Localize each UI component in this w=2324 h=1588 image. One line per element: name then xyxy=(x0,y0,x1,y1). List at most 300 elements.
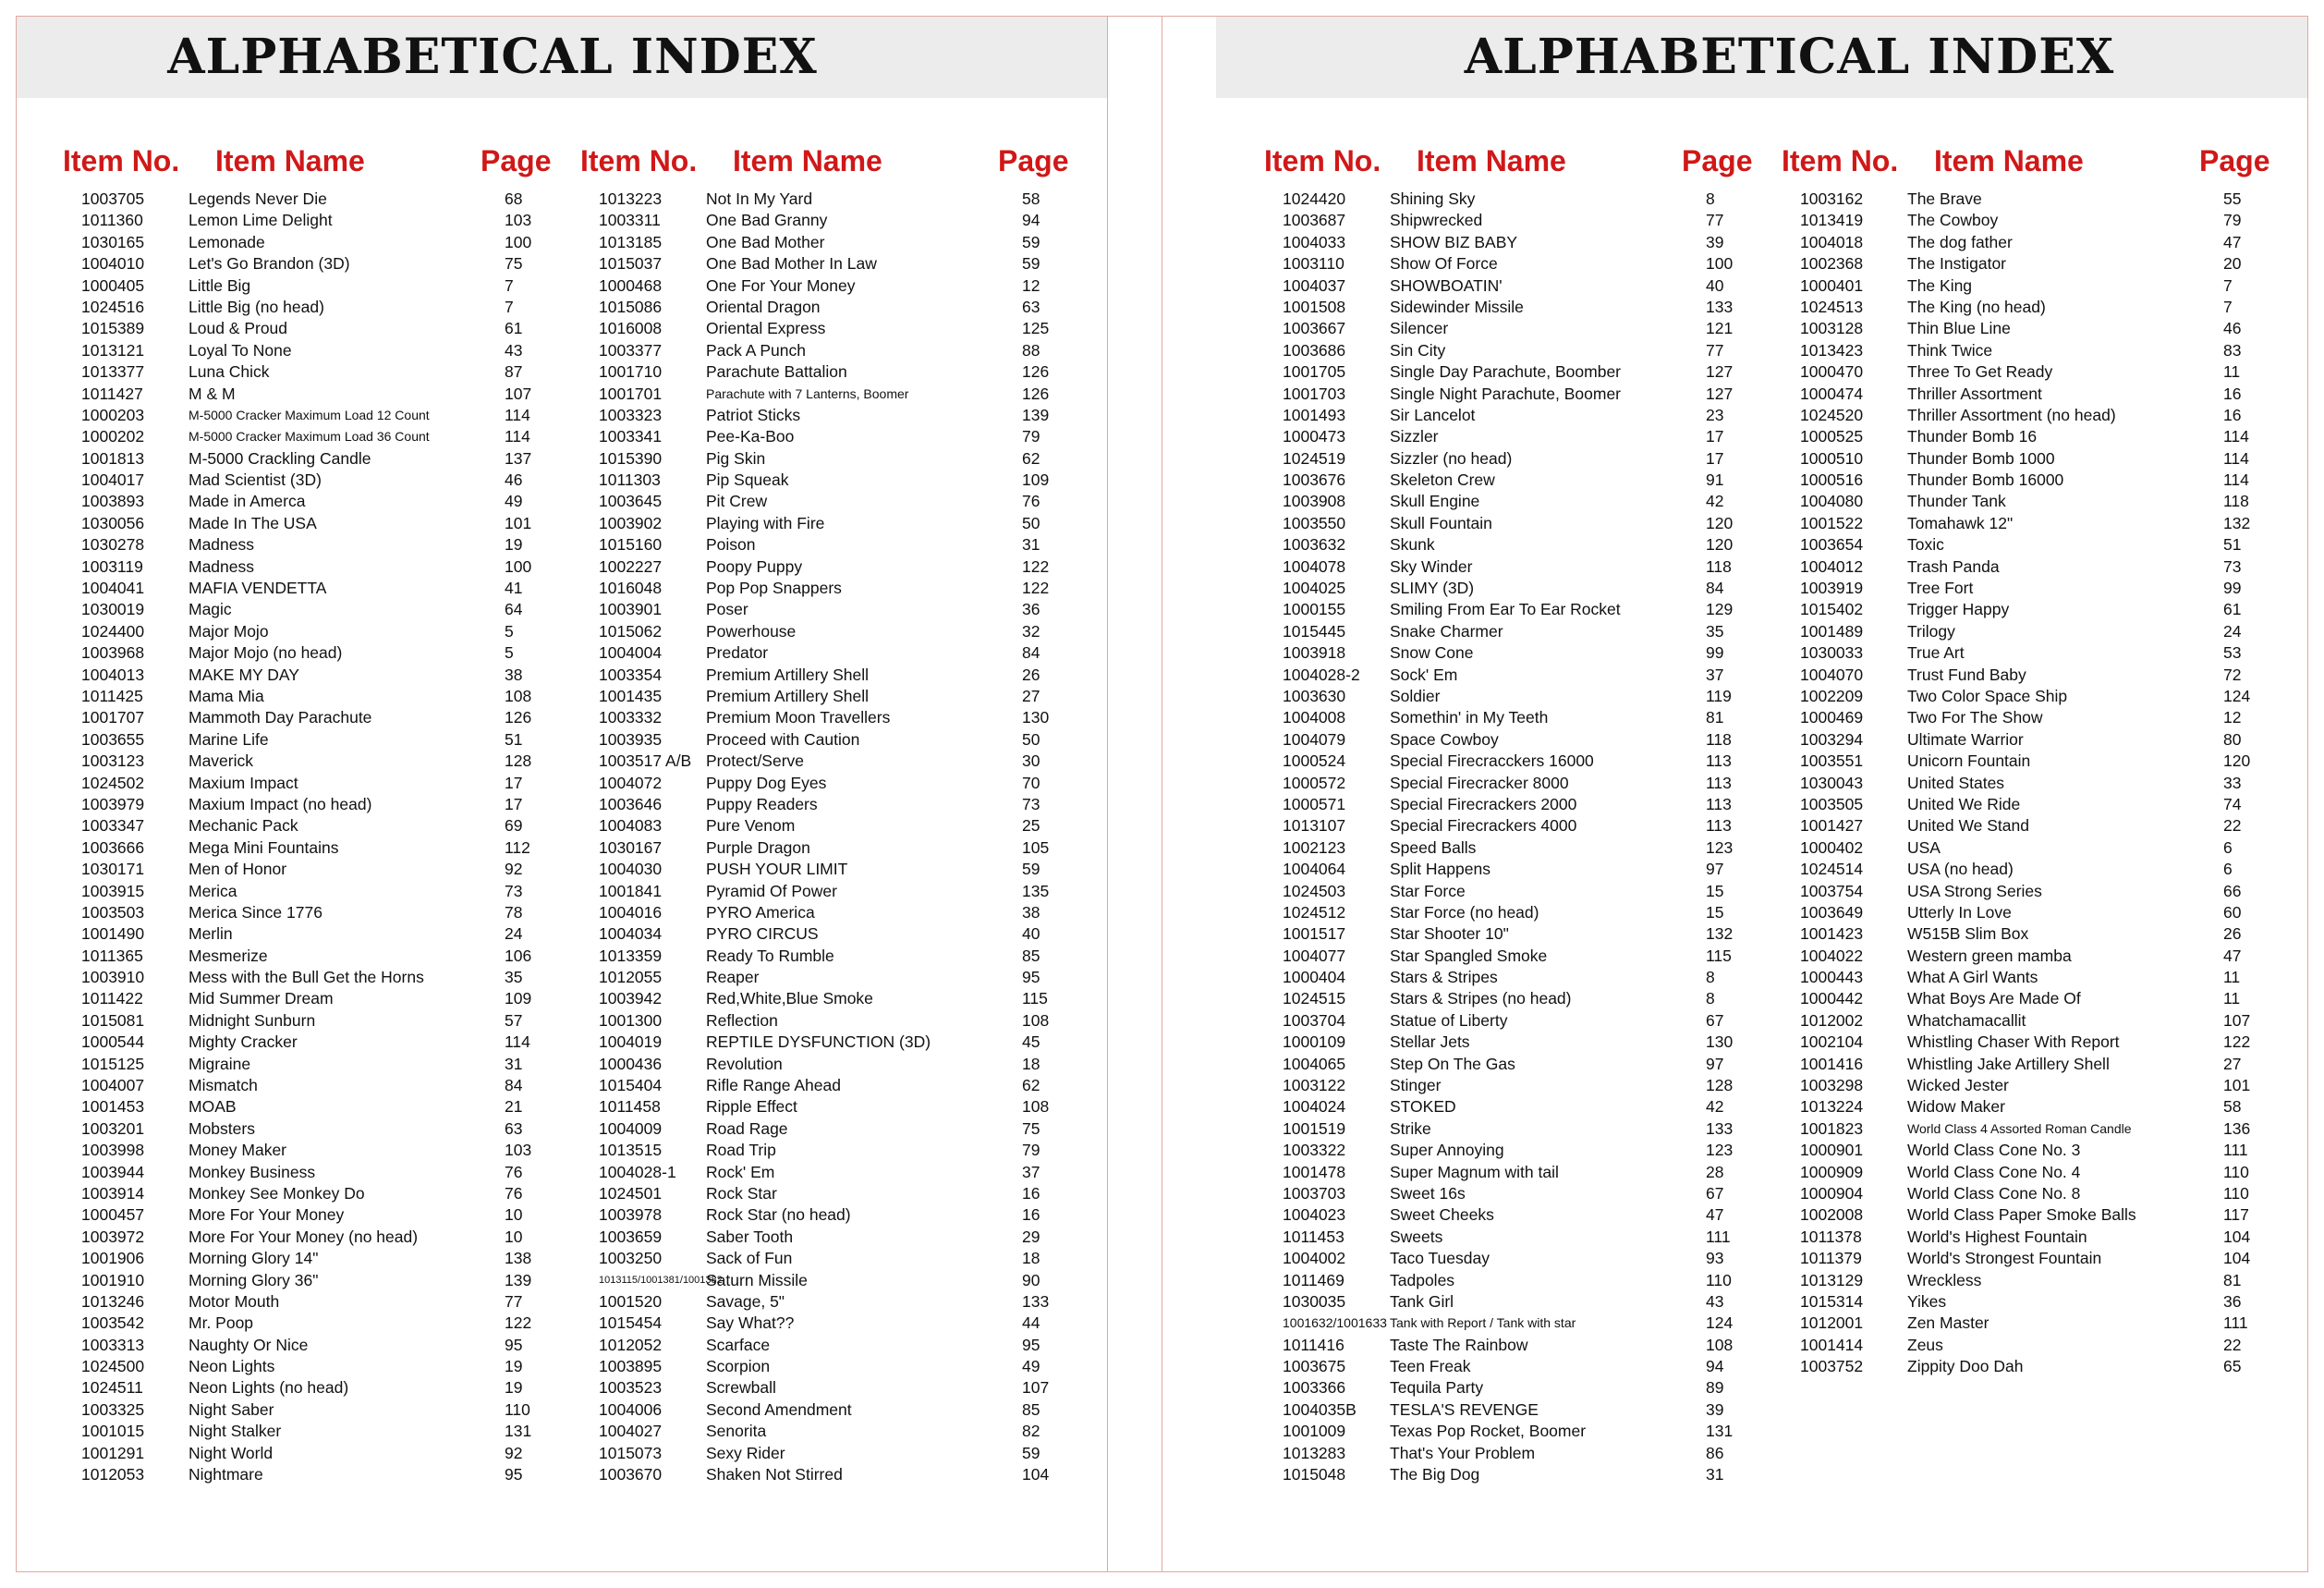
item-name: One For Your Money xyxy=(706,275,856,295)
item-name: Proceed with Caution xyxy=(706,729,860,749)
item-number: 1003377 xyxy=(599,340,663,360)
item-number: 1000155 xyxy=(1283,600,1346,619)
item-number: 1003347 xyxy=(81,816,145,836)
left-title-banner xyxy=(17,17,1107,98)
page-number: 86 xyxy=(1706,1443,1724,1462)
item-number: 1011360 xyxy=(81,211,143,230)
item-name: Saturn Missile xyxy=(706,1270,808,1289)
item-number: 1024512 xyxy=(1283,902,1346,922)
item-name: Mismatch xyxy=(189,1076,258,1095)
item-number: 1003998 xyxy=(81,1141,145,1160)
item-name: Pyramid Of Power xyxy=(706,881,837,900)
header-page: Page xyxy=(998,144,1069,177)
item-number: 1004023 xyxy=(1283,1205,1346,1225)
item-number: 1001423 xyxy=(1800,924,1864,944)
page-number: 108 xyxy=(1022,1097,1050,1117)
page-number: 68 xyxy=(505,189,523,208)
page-number: 24 xyxy=(2223,621,2242,641)
page-number: 85 xyxy=(1022,946,1040,965)
page-number: 18 xyxy=(1022,1054,1040,1073)
item-number: 1011427 xyxy=(81,384,143,403)
item-number: 1004024 xyxy=(1283,1097,1346,1117)
item-name: M-5000 Cracker Maximum Load 36 Count xyxy=(189,429,430,445)
item-number: 1003311 xyxy=(599,211,661,230)
item-name: Thunder Bomb 1000 xyxy=(1907,448,2055,468)
page-number: 114 xyxy=(505,427,530,446)
item-number: 1015389 xyxy=(81,319,145,338)
item-name: Maxium Impact (no head) xyxy=(189,794,372,813)
item-name: Scarface xyxy=(706,1335,771,1354)
item-name: Whatchamacallit xyxy=(1907,1010,2026,1030)
item-number: 1011469 xyxy=(1283,1270,1345,1289)
page-number: 19 xyxy=(505,1357,523,1376)
item-number: 1003944 xyxy=(81,1162,145,1181)
page-number: 12 xyxy=(2223,708,2242,727)
item-number: 1001519 xyxy=(1283,1118,1346,1138)
page-number: 120 xyxy=(1706,535,1734,555)
item-number: 1004007 xyxy=(81,1076,145,1095)
item-number: 1000473 xyxy=(1283,427,1346,446)
page-number: 101 xyxy=(2223,1076,2251,1095)
item-number: 1001493 xyxy=(1283,405,1346,424)
page-number: 114 xyxy=(2223,448,2249,468)
page-number: 46 xyxy=(2223,319,2242,338)
item-number: 1004079 xyxy=(1283,729,1346,749)
item-number: 1004034 xyxy=(599,924,663,944)
item-number: 1003250 xyxy=(599,1249,663,1268)
item-name: Sexy Rider xyxy=(706,1443,785,1462)
page-number: 118 xyxy=(2223,492,2249,511)
header-page: Page xyxy=(481,144,552,177)
item-name: Sizzler (no head) xyxy=(1390,448,1513,468)
item-number: 1013283 xyxy=(1283,1443,1346,1462)
item-name: Road Rage xyxy=(706,1118,788,1138)
page-number: 10 xyxy=(505,1205,523,1225)
page-number: 18 xyxy=(1022,1249,1040,1268)
item-name: Zippity Doo Dah xyxy=(1907,1357,2024,1376)
item-name: USA (no head) xyxy=(1907,860,2014,879)
page-number: 114 xyxy=(2223,427,2249,446)
page-number: 47 xyxy=(1706,1205,1724,1225)
page-number: 40 xyxy=(1706,275,1724,295)
item-number: 1030167 xyxy=(599,837,663,857)
item-number: 1001416 xyxy=(1800,1054,1864,1073)
item-number: 1000909 xyxy=(1800,1162,1864,1181)
item-number: 1013246 xyxy=(81,1291,145,1311)
item-name: Mega Mini Fountains xyxy=(189,837,339,857)
page-number: 36 xyxy=(2223,1291,2242,1311)
page-number: 129 xyxy=(1706,600,1734,619)
item-name: Mid Summer Dream xyxy=(189,989,334,1008)
page-number: 108 xyxy=(505,686,532,705)
item-number: 1000474 xyxy=(1800,384,1864,403)
item-number: 1003542 xyxy=(81,1313,145,1333)
item-number: 1004077 xyxy=(1283,946,1346,965)
page-number: 77 xyxy=(505,1291,523,1311)
item-number: 1004064 xyxy=(1283,860,1346,879)
item-name: Thunder Bomb 16000 xyxy=(1907,470,2064,490)
item-number: 1000457 xyxy=(81,1205,145,1225)
page-number: 107 xyxy=(2223,1010,2251,1030)
item-name: That's Your Problem xyxy=(1390,1443,1536,1462)
item-name: Mr. Poop xyxy=(189,1313,254,1333)
page-number: 30 xyxy=(1022,751,1040,771)
page-number: 7 xyxy=(505,297,514,316)
item-number: 1015402 xyxy=(1800,600,1864,619)
item-name: Mad Scientist (3D) xyxy=(189,470,322,490)
item-name: Snow Cone xyxy=(1390,643,1474,663)
item-name: Reaper xyxy=(706,968,760,987)
item-name: Taco Tuesday xyxy=(1390,1249,1490,1268)
item-number: 1030035 xyxy=(1283,1291,1346,1311)
page-number: 84 xyxy=(505,1076,523,1095)
item-name: MOAB xyxy=(189,1097,237,1117)
item-number: 1000203 xyxy=(81,405,145,424)
page-number: 119 xyxy=(1706,686,1732,705)
item-number: 1000572 xyxy=(1283,773,1346,792)
item-name: Puppy Dog Eyes xyxy=(706,773,827,792)
item-number: 1003128 xyxy=(1800,319,1864,338)
page-number: 107 xyxy=(505,384,532,403)
page-number: 133 xyxy=(1706,297,1734,316)
item-number: 1003322 xyxy=(1283,1141,1346,1160)
item-name: Senorita xyxy=(706,1422,767,1441)
item-number: 1013185 xyxy=(599,232,663,251)
item-name: Premium Moon Travellers xyxy=(706,708,891,727)
page-number: 67 xyxy=(1706,1010,1724,1030)
item-number: 1003670 xyxy=(599,1465,663,1484)
item-number: 1004022 xyxy=(1800,946,1864,965)
page-number: 65 xyxy=(2223,1357,2242,1376)
page-number: 121 xyxy=(1706,319,1734,338)
item-name: M-5000 Crackling Candle xyxy=(189,448,371,468)
page-number: 36 xyxy=(1022,600,1040,619)
item-name: The King (no head) xyxy=(1907,297,2046,316)
item-number: 1003754 xyxy=(1800,881,1864,900)
item-name: Pure Venom xyxy=(706,816,796,836)
item-number: 1004019 xyxy=(599,1032,663,1052)
item-number: 1015037 xyxy=(599,254,663,274)
page-number: 113 xyxy=(1706,794,1732,813)
item-name: Sweet 16s xyxy=(1390,1183,1466,1203)
item-number: 1003123 xyxy=(81,751,145,771)
item-name: World Class Cone No. 8 xyxy=(1907,1183,2081,1203)
item-number: 1001632/1001633 xyxy=(1283,1315,1387,1331)
item-number: 1015160 xyxy=(599,535,663,555)
item-name: Predator xyxy=(706,643,769,663)
item-number: 1024513 xyxy=(1800,297,1864,316)
item-number: 1024503 xyxy=(1283,881,1346,900)
item-name: Screwball xyxy=(706,1378,776,1398)
item-name: Special Firecracker 8000 xyxy=(1390,773,1569,792)
item-name: Maverick xyxy=(189,751,254,771)
item-number: 1013224 xyxy=(1800,1097,1864,1117)
item-name: Statue of Liberty xyxy=(1390,1010,1508,1030)
item-name: W515B Slim Box xyxy=(1907,924,2029,944)
item-name: Trilogy xyxy=(1907,621,1955,641)
item-name: Wreckless xyxy=(1907,1270,1982,1289)
item-number: 1000901 xyxy=(1800,1141,1864,1160)
item-number: 1011379 xyxy=(1800,1249,1862,1268)
item-name: MAKE MY DAY xyxy=(189,665,299,684)
page-number: 35 xyxy=(505,968,523,987)
page-number: 94 xyxy=(1706,1357,1724,1376)
item-name: Mesmerize xyxy=(189,946,268,965)
page-number: 95 xyxy=(1022,968,1040,987)
page-number: 125 xyxy=(1022,319,1050,338)
page-number: 33 xyxy=(2223,773,2242,792)
item-number: 1001414 xyxy=(1800,1335,1864,1354)
item-name: Sweet Cheeks xyxy=(1390,1205,1494,1225)
item-number: 1030043 xyxy=(1800,773,1864,792)
item-name: Zen Master xyxy=(1907,1313,1989,1333)
item-number: 1003942 xyxy=(599,989,663,1008)
item-name: Merica xyxy=(189,881,237,900)
item-name: The Instigator xyxy=(1907,254,2006,274)
item-number: 1015048 xyxy=(1283,1465,1346,1484)
item-name: Men of Honor xyxy=(189,860,287,879)
item-number: 1003503 xyxy=(81,902,145,922)
item-number: 1002104 xyxy=(1800,1032,1864,1052)
page-number: 23 xyxy=(1706,405,1724,424)
page-number: 92 xyxy=(505,860,523,879)
page-number: 128 xyxy=(505,751,532,771)
item-number: 1003893 xyxy=(81,492,145,511)
item-number: 1000571 xyxy=(1283,794,1346,813)
item-number: 1003675 xyxy=(1283,1357,1346,1376)
page-number: 76 xyxy=(1022,492,1040,511)
item-name: Skunk xyxy=(1390,535,1435,555)
page-number: 105 xyxy=(1022,837,1050,857)
item-number: 1003686 xyxy=(1283,340,1346,360)
page-number: 109 xyxy=(505,989,532,1008)
item-name: One Bad Mother xyxy=(706,232,825,251)
item-number: 1004080 xyxy=(1800,492,1864,511)
item-name: Star Spangled Smoke xyxy=(1390,946,1548,965)
item-name: Star Force (no head) xyxy=(1390,902,1539,922)
item-number: 1001710 xyxy=(599,362,663,382)
item-number: 1004016 xyxy=(599,902,663,922)
item-name: Tadpoles xyxy=(1390,1270,1455,1289)
item-number: 1001703 xyxy=(1283,384,1346,403)
item-name: Wicked Jester xyxy=(1907,1076,2009,1095)
page-number: 6 xyxy=(2223,837,2233,857)
item-name: Snake Charmer xyxy=(1390,621,1503,641)
item-name: Parachute Battalion xyxy=(706,362,847,382)
item-name: Oriental Dragon xyxy=(706,297,821,316)
page-number: 122 xyxy=(1022,579,1050,598)
item-number: 1004004 xyxy=(599,643,663,663)
item-number: 1024519 xyxy=(1283,448,1346,468)
item-number: 1012053 xyxy=(81,1465,145,1484)
item-name: Show Of Force xyxy=(1390,254,1498,274)
page-number: 37 xyxy=(1022,1162,1040,1181)
left-page-title: ALPHABETICAL INDEX xyxy=(167,29,818,85)
item-name: Mammoth Day Parachute xyxy=(189,708,372,727)
item-name: Utterly In Love xyxy=(1907,902,2012,922)
item-number: 1001520 xyxy=(599,1291,663,1311)
page-number: 29 xyxy=(1022,1227,1040,1246)
item-name: USA Strong Series xyxy=(1907,881,2042,900)
item-name: True Art xyxy=(1907,643,1965,663)
page-number: 94 xyxy=(1022,211,1040,230)
item-number: 1001490 xyxy=(81,924,145,944)
page-number: 8 xyxy=(1706,968,1715,987)
page-number: 12 xyxy=(1022,275,1040,295)
item-name: PUSH YOUR LIMIT xyxy=(706,860,848,879)
item-number: 1003517 A/B xyxy=(599,751,692,771)
item-name: Skull Engine xyxy=(1390,492,1480,511)
item-number: 1003914 xyxy=(81,1183,145,1203)
page-number: 19 xyxy=(505,535,523,555)
item-name: The Cowboy xyxy=(1907,211,1999,230)
item-number: 1003895 xyxy=(599,1357,663,1376)
page-number: 93 xyxy=(1706,1249,1724,1268)
page-number: 63 xyxy=(505,1118,523,1138)
page-number: 77 xyxy=(1706,340,1724,360)
page-number: 127 xyxy=(1706,362,1734,382)
item-number: 1001841 xyxy=(599,881,663,900)
page-number: 11 xyxy=(2223,989,2241,1008)
page-number: 53 xyxy=(2223,643,2242,663)
item-name: SHOWBOATIN' xyxy=(1390,275,1503,295)
item-number: 1001813 xyxy=(81,448,145,468)
item-number: 1003667 xyxy=(1283,319,1346,338)
item-name: Lemon Lime Delight xyxy=(189,211,333,230)
item-name: Money Maker xyxy=(189,1141,287,1160)
item-name: Pop Pop Snappers xyxy=(706,579,842,598)
item-name: Sweets xyxy=(1390,1227,1443,1246)
page-number: 62 xyxy=(1022,1076,1040,1095)
item-name: Merlin xyxy=(189,924,233,944)
item-name: Merica Since 1776 xyxy=(189,902,322,922)
item-number: 1030056 xyxy=(81,513,145,532)
item-name: Strike xyxy=(1390,1118,1431,1138)
item-number: 1002209 xyxy=(1800,686,1864,705)
item-number: 1000524 xyxy=(1283,751,1346,771)
item-name: Stinger xyxy=(1390,1076,1442,1095)
item-name: Puppy Readers xyxy=(706,794,818,813)
item-number: 1003752 xyxy=(1800,1357,1864,1376)
item-number: 1001823 xyxy=(1800,1118,1864,1138)
page-number: 135 xyxy=(1022,881,1050,900)
item-number: 1001300 xyxy=(599,1010,663,1030)
item-number: 1000109 xyxy=(1283,1032,1346,1052)
page-number: 38 xyxy=(505,665,523,684)
page-number: 59 xyxy=(1022,860,1040,879)
item-number: 1001906 xyxy=(81,1249,145,1268)
item-name: Thriller Assortment xyxy=(1907,384,2042,403)
page-number: 95 xyxy=(505,1335,523,1354)
page-number: 8 xyxy=(1706,989,1715,1008)
page-number: 11 xyxy=(2223,968,2241,987)
item-name: Thriller Assortment (no head) xyxy=(1907,405,2116,424)
page-number: 61 xyxy=(505,319,523,338)
item-number: 1003630 xyxy=(1283,686,1346,705)
header-page: Page xyxy=(1682,144,1753,177)
header-item-name: Item Name xyxy=(733,144,882,177)
item-number: 1000202 xyxy=(81,427,145,446)
item-number: 1003902 xyxy=(599,513,663,532)
page-number: 16 xyxy=(2223,384,2242,403)
page-number: 75 xyxy=(1022,1118,1040,1138)
page-number: 74 xyxy=(2223,794,2242,813)
item-number: 1003901 xyxy=(599,600,663,619)
item-name: United We Ride xyxy=(1907,794,2021,813)
item-number: 1000470 xyxy=(1800,362,1864,382)
page-number: 38 xyxy=(1022,902,1040,922)
item-name: Sack of Fun xyxy=(706,1249,793,1268)
item-name: Skull Fountain xyxy=(1390,513,1492,532)
item-name: Little Big xyxy=(189,275,251,295)
item-name: Madness xyxy=(189,556,255,576)
page-number: 50 xyxy=(1022,513,1040,532)
item-number: 1004028-1 xyxy=(599,1162,676,1181)
page-number: 83 xyxy=(2223,340,2242,360)
item-number: 1004017 xyxy=(81,470,145,490)
page-number: 103 xyxy=(505,211,532,230)
item-name: Trigger Happy xyxy=(1907,600,2010,619)
page-number: 46 xyxy=(505,470,523,490)
page-number: 31 xyxy=(1022,535,1040,555)
item-number: 1003972 xyxy=(81,1227,145,1246)
page-number: 75 xyxy=(505,254,523,274)
item-name: Speed Balls xyxy=(1390,837,1477,857)
item-number: 1003704 xyxy=(1283,1010,1346,1030)
page-number: 131 xyxy=(1706,1422,1734,1441)
item-number: 1003655 xyxy=(81,729,145,749)
page-number: 124 xyxy=(2223,686,2251,705)
item-number: 1001508 xyxy=(1283,297,1346,316)
page-number: 79 xyxy=(1022,1141,1040,1160)
page-number: 114 xyxy=(505,1032,530,1052)
page-number: 95 xyxy=(1022,1335,1040,1354)
item-name: SHOW BIZ BABY xyxy=(1390,232,1518,251)
page-number: 100 xyxy=(505,556,532,576)
item-name: Monkey See Monkey Do xyxy=(189,1183,365,1203)
item-name: Ready To Rumble xyxy=(706,946,834,965)
right-index-page xyxy=(1216,16,2308,1572)
item-name: Parachute with 7 Lanterns, Boomer xyxy=(706,385,909,401)
page-number: 88 xyxy=(1022,340,1040,360)
page-number: 10 xyxy=(505,1227,523,1246)
item-number: 1004037 xyxy=(1283,275,1346,295)
item-name: Tank Girl xyxy=(1390,1291,1454,1311)
item-number: 1011303 xyxy=(599,470,661,490)
page-number: 127 xyxy=(1706,384,1734,403)
item-name: Super Magnum with tail xyxy=(1390,1162,1559,1181)
item-number: 1004028-2 xyxy=(1283,665,1360,684)
page-number: 110 xyxy=(2223,1162,2249,1181)
page-number: 123 xyxy=(1706,837,1734,857)
item-name: Two Color Space Ship xyxy=(1907,686,2068,705)
item-number: 1004078 xyxy=(1283,556,1346,576)
page-number: 51 xyxy=(2223,535,2242,555)
item-name: PYRO CIRCUS xyxy=(706,924,819,944)
item-number: 1001489 xyxy=(1800,621,1864,641)
item-name: Pip Squeak xyxy=(706,470,789,490)
item-number: 1000442 xyxy=(1800,989,1864,1008)
page-number: 120 xyxy=(1706,513,1734,532)
page-number: 122 xyxy=(1022,556,1050,576)
item-number: 1013107 xyxy=(1283,816,1346,836)
item-number: 1011458 xyxy=(599,1097,661,1117)
item-number: 1013223 xyxy=(599,189,663,208)
header-item-name: Item Name xyxy=(1417,144,1566,177)
item-number: 1015062 xyxy=(599,621,663,641)
page-number: 26 xyxy=(1022,665,1040,684)
item-name: Not In My Yard xyxy=(706,189,813,208)
